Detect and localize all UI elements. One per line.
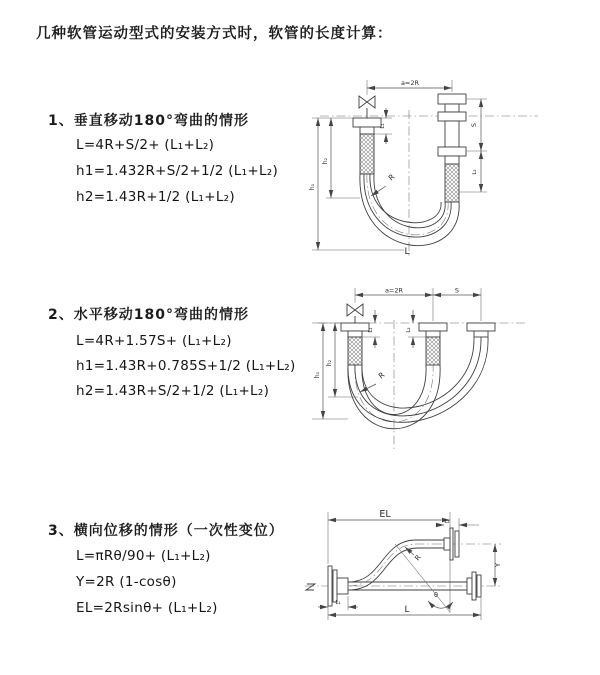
- dimension-L1: [318, 596, 358, 610]
- section-3-formula-EL: EL=2Rsinθ+ (L₁+L₂): [76, 600, 218, 616]
- section-1-heading: 1、垂直移动180°弯曲的情形: [48, 113, 249, 129]
- dim-label-y: Y: [494, 562, 502, 568]
- dim-label-a2r: a=2R: [384, 286, 404, 295]
- right-fitting: [438, 94, 466, 202]
- dim-label-l1: L₁: [380, 123, 386, 129]
- page-title: 几种软管运动型式的安装方式时，软管的长度计算：: [36, 26, 393, 42]
- valve-icon: [347, 304, 363, 323]
- radius-callout: [395, 544, 450, 612]
- radius-callout: [371, 172, 396, 196]
- upper-right-flange: [444, 528, 459, 560]
- valve-icon: [359, 96, 375, 118]
- section-1-formula-h2: h2=1.43R+1/2 (L₁+L₂): [76, 189, 235, 205]
- lower-right-flange: [467, 572, 481, 600]
- section-3-formula-L: L=πRθ/90+ (L₁+L₂): [76, 548, 211, 564]
- theta-angle: [428, 591, 453, 608]
- dim-label-r: R: [376, 370, 387, 381]
- dim-label-s: S: [470, 122, 478, 128]
- dimension-h1-h2: [309, 118, 404, 250]
- centerlines: [320, 110, 538, 258]
- break-mark: [306, 584, 315, 590]
- dimension-a-2R-S: [355, 287, 481, 322]
- dim-label-l2: L₂: [472, 169, 478, 175]
- hose-u-bend: [360, 174, 459, 246]
- dim-label-el: EL: [379, 509, 391, 520]
- section-1-formula-h1: h1=1.432R+S/2+1/2 (L₁+L₂): [76, 163, 279, 179]
- right-fitting: [467, 323, 495, 337]
- section-2-formula-L: L=4R+1.57S+ (L₁+L₂): [76, 333, 232, 349]
- dim-label-h1: h₁: [314, 371, 321, 379]
- dim-label-theta: θ: [434, 591, 438, 599]
- section-2-formula-h1: h1=1.43R+0.785S+1/2 (L₁+L₂): [76, 358, 296, 374]
- diagram-horizontal-180-bend: [300, 282, 600, 460]
- middle-fitting: [419, 323, 447, 365]
- dim-label-l1: L₁: [368, 327, 374, 333]
- dim-label-l-total: L: [404, 605, 410, 615]
- dim-label-l2: L₂: [406, 327, 412, 333]
- dim-label-l1: L₁: [335, 600, 341, 606]
- dim-label-l2: L₂: [444, 519, 450, 525]
- section-2-heading: 2、水平移动180°弯曲的情形: [48, 307, 249, 323]
- diagram-lateral-displacement: [295, 498, 600, 648]
- dim-label-h2: h₂: [326, 359, 333, 367]
- dimension-L: [328, 592, 481, 620]
- hose-u-bend-positions: [348, 337, 488, 429]
- dimension-a-2R: [367, 79, 452, 95]
- section-3-heading: 3、横向位移的情形（一次性变位）: [48, 523, 284, 539]
- hose-s-curve-position: [348, 540, 444, 590]
- left-fitting: [353, 118, 381, 174]
- section-1-formula-L: L=4R+S/2+ (L₁+L₂): [76, 137, 215, 153]
- dim-label-l-total: L: [404, 247, 410, 257]
- diagram-vertical-180-bend: [300, 72, 600, 262]
- dimension-EL: [328, 509, 450, 613]
- dim-label-h1: h₁: [309, 183, 316, 191]
- dim-label-r: R: [413, 553, 423, 563]
- dim-label-a2r: a=2R: [400, 79, 420, 87]
- section-3-formula-Y: Y=2R (1-cosθ): [76, 574, 177, 590]
- dim-label-s: S: [454, 286, 460, 295]
- section-2-formula-h2: h2=1.43R+S/2+1/2 (L₁+L₂): [76, 383, 270, 399]
- dim-label-h2: h₂: [322, 157, 329, 165]
- dimension-Y: [494, 544, 502, 586]
- dim-label-r: R: [386, 172, 397, 183]
- left-fitting: [341, 323, 369, 365]
